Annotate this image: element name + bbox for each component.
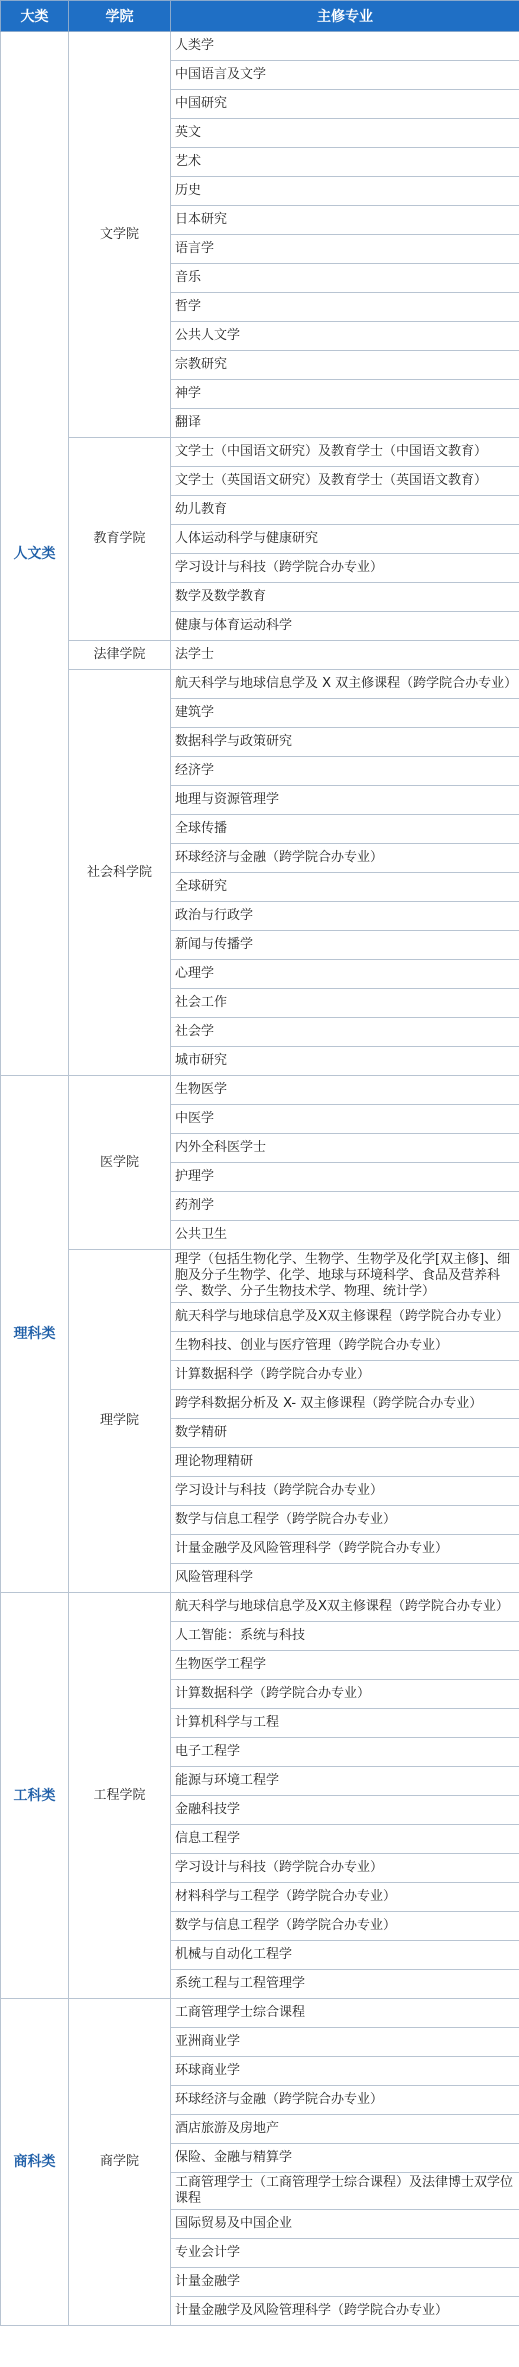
major-cell: 保险、金融与精算学	[171, 2144, 519, 2173]
major-cell: 公共人文学	[171, 322, 519, 351]
major-cell: 哲学	[171, 293, 519, 322]
major-cell: 药剂学	[171, 1192, 519, 1221]
major-cell: 航天科学与地球信息学及 X 双主修课程（跨学院合办专业）	[171, 670, 519, 699]
major-cell: 护理学	[171, 1163, 519, 1192]
table-row	[1, 641, 519, 670]
major-cell: 新闻与传播学	[171, 931, 519, 960]
major-cell: 环球经济与金融（跨学院合办专业）	[171, 2086, 519, 2115]
school-cell: 理学院	[69, 1250, 171, 1593]
major-cell: 社会学	[171, 1018, 519, 1047]
major-cell: 国际贸易及中国企业	[171, 2210, 519, 2239]
header-category: 大类	[1, 1, 69, 32]
table-row	[1, 1999, 519, 2028]
major-cell: 计量金融学及风险管理科学（跨学院合办专业）	[171, 2297, 519, 2326]
major-cell: 全球传播	[171, 815, 519, 844]
table-row	[1, 1076, 519, 1105]
major-cell: 数学与信息工程学（跨学院合办专业）	[171, 1506, 519, 1535]
category-cell: 工科类	[1, 1593, 69, 1999]
major-cell: 理学（包括生物化学、生物学、生物学及化学[双主修]、细胞及分子生物学、化学、地球与环境科学、食品及营养科学、数学、分子生物技术学、物理、统计学）	[171, 1250, 519, 1303]
school-cell: 文学院	[69, 32, 171, 438]
table-row	[1, 1593, 519, 1622]
table-header-row	[1, 1, 519, 32]
major-cell: 航天科学与地球信息学及X双主修课程（跨学院合办专业）	[171, 1593, 519, 1622]
major-cell: 数学与信息工程学（跨学院合办专业）	[171, 1912, 519, 1941]
major-cell: 风险管理科学	[171, 1564, 519, 1593]
major-cell: 学习设计与科技（跨学院合办专业）	[171, 554, 519, 583]
major-cell: 心理学	[171, 960, 519, 989]
major-cell: 健康与体育运动科学	[171, 612, 519, 641]
major-cell: 信息工程学	[171, 1825, 519, 1854]
major-cell: 中国语言及文学	[171, 61, 519, 90]
major-cell: 翻译	[171, 409, 519, 438]
major-cell: 人工智能：系统与科技	[171, 1622, 519, 1651]
major-cell: 宗教研究	[171, 351, 519, 380]
major-cell: 中国研究	[171, 90, 519, 119]
major-cell: 英文	[171, 119, 519, 148]
major-cell: 计算机科学与工程	[171, 1709, 519, 1738]
major-cell: 酒店旅游及房地产	[171, 2115, 519, 2144]
major-cell: 学习设计与科技（跨学院合办专业）	[171, 1477, 519, 1506]
category-cell: 商科类	[1, 1999, 69, 2326]
major-cell: 神学	[171, 380, 519, 409]
major-cell: 生物科技、创业与医疗管理（跨学院合办专业）	[171, 1332, 519, 1361]
major-cell: 文学士（英国语文研究）及教育学士（英国语文教育）	[171, 467, 519, 496]
school-cell: 商学院	[69, 1999, 171, 2326]
major-cell: 中医学	[171, 1105, 519, 1134]
major-cell: 社会工作	[171, 989, 519, 1018]
major-cell: 专业会计学	[171, 2239, 519, 2268]
major-cell: 建筑学	[171, 699, 519, 728]
major-cell: 法学士	[171, 641, 519, 670]
header-school: 学院	[69, 1, 171, 32]
major-cell: 内外全科医学士	[171, 1134, 519, 1163]
major-cell: 环球商业学	[171, 2057, 519, 2086]
major-cell: 跨学科数据分析及 X- 双主修课程（跨学院合办专业）	[171, 1390, 519, 1419]
major-cell: 工商管理学士（工商管理学士综合课程）及法律博士双学位课程	[171, 2173, 519, 2210]
major-cell: 数据科学与政策研究	[171, 728, 519, 757]
major-cell: 数学精研	[171, 1419, 519, 1448]
major-cell: 历史	[171, 177, 519, 206]
major-cell: 能源与环境工程学	[171, 1767, 519, 1796]
major-cell: 工商管理学士综合课程	[171, 1999, 519, 2028]
major-cell: 环球经济与金融（跨学院合办专业）	[171, 844, 519, 873]
major-cell: 幼儿教育	[171, 496, 519, 525]
major-cell: 材料科学与工程学（跨学院合办专业）	[171, 1883, 519, 1912]
major-cell: 城市研究	[171, 1047, 519, 1076]
school-cell: 社会科学院	[69, 670, 171, 1076]
school-cell: 教育学院	[69, 438, 171, 641]
table-row	[1, 670, 519, 699]
category-cell: 人文类	[1, 32, 69, 1076]
table-body	[1, 32, 519, 2326]
school-cell: 工程学院	[69, 1593, 171, 1999]
table-row	[1, 1250, 519, 1303]
major-cell: 生物医学工程学	[171, 1651, 519, 1680]
major-cell: 计量金融学及风险管理科学（跨学院合办专业）	[171, 1535, 519, 1564]
major-cell: 计算数据科学（跨学院合办专业）	[171, 1680, 519, 1709]
major-cell: 语言学	[171, 235, 519, 264]
major-cell: 政治与行政学	[171, 902, 519, 931]
major-cell: 机械与自动化工程学	[171, 1941, 519, 1970]
major-cell: 电子工程学	[171, 1738, 519, 1767]
major-cell: 生物医学	[171, 1076, 519, 1105]
major-cell: 音乐	[171, 264, 519, 293]
major-cell: 日本研究	[171, 206, 519, 235]
major-cell: 地理与资源管理学	[171, 786, 519, 815]
major-cell: 亚洲商业学	[171, 2028, 519, 2057]
major-cell: 计算数据科学（跨学院合办专业）	[171, 1361, 519, 1390]
category-cell: 理科类	[1, 1076, 69, 1593]
major-cell: 人类学	[171, 32, 519, 61]
major-cell: 理论物理精研	[171, 1448, 519, 1477]
table-row	[1, 438, 519, 467]
major-cell: 全球研究	[171, 873, 519, 902]
major-cell: 金融科技学	[171, 1796, 519, 1825]
school-cell: 医学院	[69, 1076, 171, 1250]
major-cell: 数学及数学教育	[171, 583, 519, 612]
major-cell: 公共卫生	[171, 1221, 519, 1250]
school-cell: 法律学院	[69, 641, 171, 670]
header-major: 主修专业	[171, 1, 519, 32]
major-cell: 经济学	[171, 757, 519, 786]
table-row	[1, 32, 519, 61]
major-cell: 系统工程与工程管理学	[171, 1970, 519, 1999]
major-cell: 人体运动科学与健康研究	[171, 525, 519, 554]
major-cell: 航天科学与地球信息学及X双主修课程（跨学院合办专业）	[171, 1303, 519, 1332]
major-cell: 艺术	[171, 148, 519, 177]
major-cell: 计量金融学	[171, 2268, 519, 2297]
major-cell: 学习设计与科技（跨学院合办专业）	[171, 1854, 519, 1883]
major-cell: 文学士（中国语文研究）及教育学士（中国语文教育）	[171, 438, 519, 467]
